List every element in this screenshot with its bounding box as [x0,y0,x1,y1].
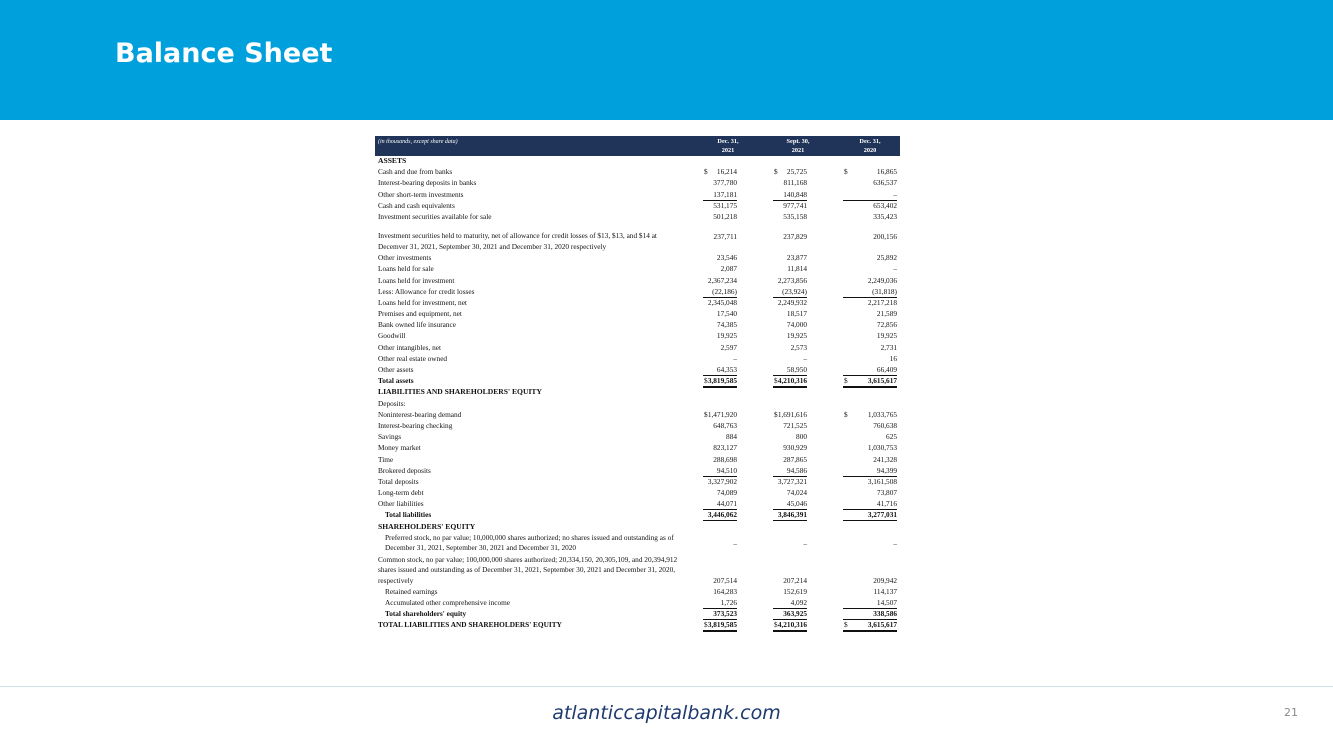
cell-value: 114,137 [873,586,897,596]
table-row [375,298,900,309]
row-label: Long-term debt [378,488,424,498]
cell-value: 21,589 [876,309,897,319]
row-label: Cash and cash equivalents [378,200,455,210]
cell-value: 648,763 [713,420,737,430]
cell-value: 535,158 [783,211,807,221]
table-row [375,620,900,631]
cell-value: 2,087 [720,264,737,274]
cell-value: 66,409 [843,365,897,376]
row-label: Retained earnings [385,586,438,596]
cell-value: 16 [889,353,897,363]
cell-value: (31,818) [843,287,897,298]
cell-value: 17,540 [716,309,737,319]
table-row [375,410,900,421]
cell-value: 73,807 [876,488,897,498]
cell-value: 811,168 [783,178,807,188]
cell-value: – [843,190,897,201]
dollar-sign: $ [774,620,778,630]
cell-value: 16,214 [716,167,737,177]
cell-value: 207,514 [713,575,737,585]
table-row [375,455,900,466]
cell-value: 2,345,048 [707,297,737,307]
column-header [773,137,823,155]
table-row [375,609,900,620]
cell-value: 1,726 [703,598,737,609]
column-header-line2: 2020 [863,147,877,154]
cell-value: 200,156 [873,232,897,242]
cell-value: 140,848 [773,190,807,201]
dollar-sign: $ [844,409,848,419]
cell-value: 977,741 [783,200,807,210]
cell-value: 19,925 [786,331,807,341]
cell-value: 3,727,321 [777,476,807,486]
dollar-sign: $ [774,167,778,177]
cell-value: 94,586 [773,466,807,477]
row-label: Interest-bearing deposits in banks [378,178,477,188]
cell-value: 377,780 [713,178,737,188]
cell-value: – [803,353,807,363]
table-row [375,533,900,555]
cell-value: 45,046 [773,499,807,510]
dollar-sign: $ [704,167,708,177]
row-label: ASSETS [378,156,407,165]
cell-value: 19,925 [716,331,737,341]
dollar-sign: $ [774,409,778,419]
cell-value: 2,249,036 [867,275,897,285]
row-label: Loans held for sale [378,264,434,274]
cell-value: – [733,353,737,363]
cell-value: – [893,538,897,548]
cell-value: 209,942 [873,575,897,585]
cell-value: 25,725 [786,167,807,177]
cell-value: – [893,264,897,274]
cell-value: 3,327,902 [707,476,737,486]
row-label: TOTAL LIABILITIES AND SHAREHOLDERS' EQUITY [378,620,562,630]
cell-value: 152,619 [783,586,807,596]
page-title: Balance Sheet [115,38,333,69]
table-row [375,432,900,443]
cell-value: 16,865 [876,167,897,177]
row-label: Total shareholders' equity [385,609,467,619]
cell-value: (23,924) [773,287,807,298]
row-label: Accumulated other comprehensive income [385,598,511,607]
cell-value: 18,517 [786,309,807,319]
cell-value: 23,877 [786,253,807,263]
column-header-line1: Sept. 30, [786,138,810,145]
cell-value: 94,399 [843,466,897,477]
cell-value: 721,525 [783,420,807,430]
cell-value: 288,698 [713,454,737,464]
table-row [375,376,900,387]
table-row [375,320,900,331]
column-header [845,137,895,155]
table-caption: (in thousands, except share data) [378,139,458,145]
cell-value: (22,186) [703,287,737,298]
table-row [375,466,900,477]
row-label: Noninterest-bearing demand [378,409,462,419]
table-row [375,499,900,510]
row-label: SHAREHOLDERS' EQUITY [378,521,476,531]
footer-url[interactable]: atlanticcapitalbank.com [552,702,781,724]
table-row [375,343,900,354]
table-body [375,156,900,632]
cell-value: 531,175 [713,200,737,210]
cell-value: 11,814 [787,264,807,274]
cell-value: – [733,538,737,548]
row-label: Total liabilities [385,510,432,520]
table-row [375,309,900,320]
dollar-sign: $ [844,376,848,386]
cell-value: 1,471,920 [707,409,737,419]
table-row [375,598,900,609]
cell-value: 3,446,062 [703,510,737,521]
cell-value: 363,925 [773,609,807,620]
cell-value: 4,210,316 [773,376,807,388]
table-row [375,477,900,488]
cell-value: 653,402 [873,200,897,210]
table-row [375,167,900,178]
row-label: Less: Allowance for credit losses [378,286,475,296]
cell-value: 74,385 [716,320,737,330]
table-row [375,488,900,499]
cell-value: 373,523 [703,609,737,620]
cell-value: 19,925 [876,331,897,341]
row-label: Other intangibles, net [378,342,442,352]
cell-value: 501,218 [713,211,737,221]
row-label: Goodwill [378,331,406,341]
row-label: Premises and equipment, net [378,309,462,319]
row-label: Savings [378,432,402,442]
header-banner [0,0,1333,120]
table-row [375,253,900,264]
table-row [375,212,900,223]
cell-value: 2,573 [790,342,807,352]
row-label: Other liabilities [378,499,424,509]
cell-value: 207,214 [783,575,807,585]
balance-sheet-table [375,136,900,632]
cell-value: 3,615,617 [843,620,897,632]
table-row [375,223,900,231]
table-row [375,421,900,432]
row-label: Interest-bearing checking [378,420,453,430]
cell-value: 625 [886,432,897,442]
cell-value: 44,071 [703,499,737,510]
cell-value: 335,423 [873,211,897,221]
cell-value: 1,030,753 [867,443,897,453]
cell-value: 74,089 [716,488,737,498]
table-row [375,555,900,587]
table-row [375,399,900,410]
cell-value: 3,615,617 [843,376,897,388]
row-label: Time [378,454,394,464]
table-row [375,264,900,275]
dollar-sign: $ [774,376,778,386]
table-row [375,365,900,376]
cell-value: 25,892 [876,253,897,263]
cell-value: 884 [726,432,737,442]
row-label: Deposits: [378,398,406,408]
row-label: Brokered deposits [378,465,431,475]
cell-value: 241,328 [873,454,897,464]
row-label: Money market [378,443,421,453]
column-header [703,137,753,155]
table-row [375,331,900,342]
row-label: Other real estate owned [378,353,448,363]
dollar-sign: $ [844,167,848,177]
cell-value: 823,127 [713,443,737,453]
row-label: Investment securities available for sale [378,211,492,221]
cell-value: 64,353 [703,365,737,376]
cell-value: 4,092 [773,598,807,609]
cell-value: 930,929 [783,443,807,453]
column-header-line1: Dec. 31, [717,138,739,145]
cell-value: 338,586 [843,609,897,620]
table-row [375,587,900,598]
cell-value: 74,024 [786,488,807,498]
dollar-sign: $ [704,376,708,386]
row-label: Total deposits [378,476,419,486]
column-header-line2: 2021 [791,147,805,154]
row-label: Other assets [378,365,414,374]
row-label: Bank owned life insurance [378,320,457,330]
table-header [375,136,900,156]
table-row [375,510,900,521]
cell-value: 74,000 [786,320,807,330]
footer-divider [0,686,1333,687]
row-label: Loans held for investment [378,275,455,285]
table-row [375,443,900,454]
cell-value: 4,210,316 [773,620,807,632]
cell-value: – [803,538,807,548]
table-row [375,156,900,167]
column-header-line1: Dec. 31, [859,138,881,145]
table-row [375,231,900,253]
cell-value: 3,819,585 [703,376,737,388]
table-row [375,387,900,398]
table-row [375,522,900,533]
page-number: 21 [1284,706,1298,719]
cell-value: 72,856 [876,320,897,330]
cell-value: 237,711 [713,232,737,242]
cell-value: 164,283 [713,586,737,596]
row-label: Loans held for investment, net [378,297,467,307]
cell-value: 3,161,508 [867,476,897,486]
table-row [375,178,900,189]
cell-value: 3,846,391 [773,510,807,521]
cell-value: 137,181 [703,190,737,201]
cell-value: 760,638 [873,420,897,430]
cell-value: 2,731 [880,342,897,352]
cell-value: 58,950 [773,365,807,376]
cell-value: 1,691,616 [777,409,807,419]
cell-value: 23,546 [716,253,737,263]
cell-value: 2,249,932 [777,297,807,307]
cell-value: 41,716 [843,499,897,510]
cell-value: 1,033,765 [867,409,897,419]
dollar-sign: $ [704,620,708,630]
row-label: Total assets [378,376,414,386]
row-label: Other investments [378,253,432,263]
dollar-sign: $ [704,409,708,419]
cell-value: 94,510 [703,466,737,477]
table-row [375,287,900,298]
row-label: Preferred stock, no par value; 10,000,000 shares authorized; no shares issued and outstanding as of December 31, 2021, September 30, 2021 and December 31, 2020 [385,532,674,553]
row-label: Cash and due from banks [378,167,453,177]
row-label: Investment securities held to maturity, net of allowance for credit losses of $13, $13, and $14 at Decemver 31, 2021, September 30, 2021 and December 31, 2020 respectively [378,231,657,251]
dollar-sign: $ [844,620,848,630]
table-row [375,276,900,287]
cell-value: 287,865 [783,454,807,464]
column-header-line2: 2021 [721,147,735,154]
cell-value: 800 [796,432,807,442]
row-label: Common stock, no par value; 100,000,000 shares authorized; 20,334,150, 20,305,109, and 20,394,912 shares issued and outstanding as of December 31, 2021, September 30, 2021 and December 31, 2020, respectively [378,554,678,585]
table-row [375,190,900,201]
cell-value: 2,217,218 [867,297,897,307]
cell-value: 3,819,585 [703,620,737,632]
cell-value: 2,367,234 [707,275,737,285]
cell-value: 14,507 [843,598,897,609]
cell-value: 2,597 [720,342,737,352]
cell-value: 3,277,031 [843,510,897,521]
table-row [375,354,900,365]
row-label: LIABILITIES AND SHAREHOLDERS' EQUITY [378,387,542,397]
cell-value: 237,829 [783,232,807,242]
cell-value: 636,537 [873,178,897,188]
row-label: Other short-term investments [378,189,464,199]
table-row [375,201,900,212]
cell-value: 2,273,856 [777,275,807,285]
